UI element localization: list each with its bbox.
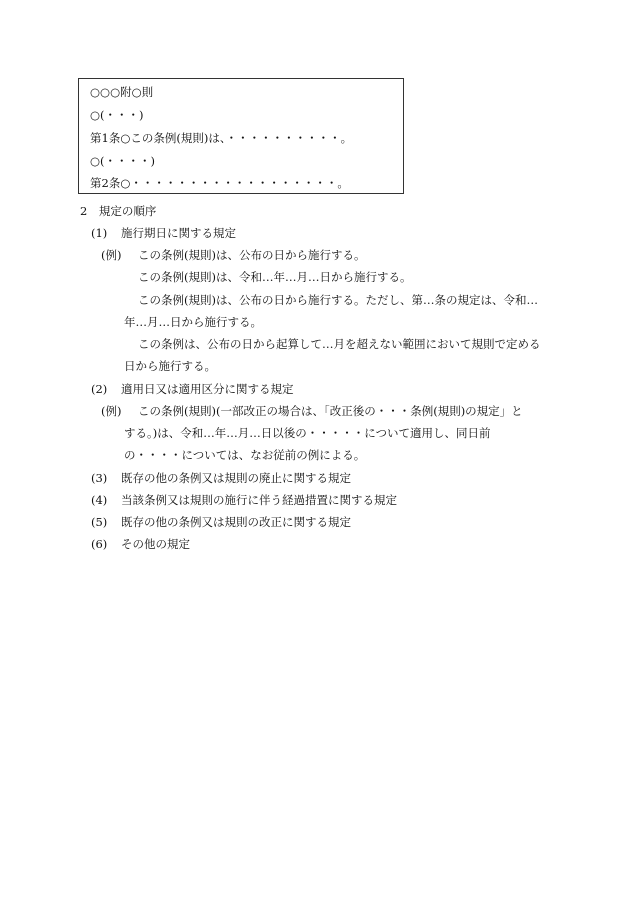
example-1-line-2: この条例(規則)は、令和…年…月…日から施行する。 <box>138 270 412 284</box>
box-line-article-1: 第1条○この条例(規則)は、・・・・・・・・・・。 <box>90 131 353 145</box>
example-2-label: (例) <box>101 404 122 418</box>
example-2-line-3: の・・・・については、なお従前の例による。 <box>124 448 366 462</box>
example-1-line-6: 日から施行する。 <box>124 359 216 373</box>
section-heading: 2 規定の順序 <box>80 204 157 218</box>
item-4-text: 当該条例又は規則の施行に伴う経過措置に関する規定 <box>121 493 397 507</box>
example-1-label: (例) <box>101 248 122 262</box>
item-1-text: 施行期日に関する規定 <box>121 226 236 240</box>
box-line-article-2: 第2条○・・・・・・・・・・・・・・・・・・。 <box>90 176 349 190</box>
item-3-text: 既存の他の条例又は規則の廃止に関する規定 <box>121 471 351 485</box>
box-line-caption-2: ○(・・・・) <box>90 154 156 168</box>
item-1-number: (1) <box>91 226 108 240</box>
item-2-text: 適用日又は適用区分に関する規定 <box>121 382 294 396</box>
item-5-text: 既存の他の条例又は規則の改正に関する規定 <box>121 515 351 529</box>
item-6-number: (6) <box>91 537 108 551</box>
box-line-title: ○○○附○則 <box>90 85 154 99</box>
example-1-line-5: この条例は、公布の日から起算して…月を超えない範囲において規則で定める <box>138 337 541 351</box>
item-3-number: (3) <box>91 471 108 485</box>
example-2-line-1: この条例(規則)(一部改正の場合は、「改正後の・・・条例(規則)の規定」と <box>138 404 523 418</box>
item-6-text: その他の規定 <box>121 537 190 551</box>
example-1-line-4: 年…月…日から施行する。 <box>124 315 262 329</box>
box-line-caption-1: ○(・・・) <box>90 108 144 122</box>
item-2-number: (2) <box>91 382 108 396</box>
example-2-line-2: する。)は、令和…年…月…日以後の・・・・・について適用し、同日前 <box>124 426 491 440</box>
item-4-number: (4) <box>91 493 108 507</box>
item-5-number: (5) <box>91 515 108 529</box>
example-1-line-3: この条例(規則)は、公布の日から施行する。ただし、第…条の規定は、令和… <box>138 293 538 307</box>
example-1-line-1: この条例(規則)は、公布の日から施行する。 <box>138 248 366 262</box>
